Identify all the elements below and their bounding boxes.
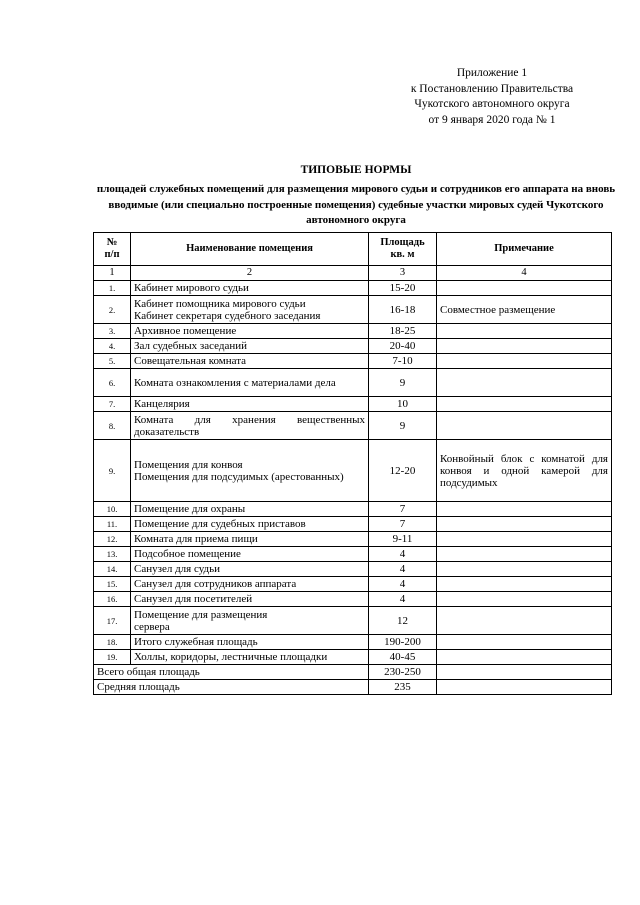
table-row <box>94 577 612 592</box>
column-numbers-row <box>94 266 612 281</box>
table-row <box>94 281 612 296</box>
header-num <box>94 233 131 266</box>
room-name: Комната для приема пищи <box>131 532 369 547</box>
total-label: Всего общая площадь <box>94 665 369 680</box>
header-note: Примечание <box>437 233 612 266</box>
total-label: Средняя площадь <box>94 680 369 695</box>
room-area: 4 <box>369 592 437 607</box>
appendix-line: Чукотского автономного округа <box>414 98 570 110</box>
row-number: 18. <box>94 635 131 650</box>
header-area-line2: кв. м <box>390 249 415 260</box>
room-name: Архивное помещение <box>131 324 369 339</box>
total-area: 235 <box>369 680 437 695</box>
room-name-line: Помещение для размещения <box>134 608 268 621</box>
room-area: 12 <box>369 607 437 635</box>
table-row <box>94 324 612 339</box>
row-number: 11. <box>94 517 131 532</box>
row-number: 16. <box>94 592 131 607</box>
document-title <box>96 163 616 229</box>
room-area: 20-40 <box>369 339 437 354</box>
row-number: 19. <box>94 650 131 665</box>
appendix-line: Приложение 1 <box>456 67 528 79</box>
row-number: 2. <box>94 296 131 324</box>
table-row <box>94 532 612 547</box>
table-row <box>94 607 612 635</box>
room-note <box>437 369 612 397</box>
room-name: Санузел для сотрудников аппарата <box>131 577 369 592</box>
room-area: 16-18 <box>369 296 437 324</box>
room-name: Итого служебная площадь <box>131 635 369 650</box>
table-row <box>94 650 612 665</box>
table-row <box>94 562 612 577</box>
room-name: Холлы, коридоры, лестничные площадки <box>131 650 369 665</box>
table-row <box>94 339 612 354</box>
table-row <box>94 296 612 324</box>
table-row <box>94 635 612 650</box>
total-note <box>437 665 612 680</box>
room-note <box>437 562 612 577</box>
table-row <box>94 397 612 412</box>
room-name: Санузел для судьи <box>131 562 369 577</box>
room-note <box>437 592 612 607</box>
room-name-line: Кабинет помощника мирового судьи <box>134 297 306 310</box>
room-note <box>437 354 612 369</box>
title-subtitle: площадей служебных помещений для размещения мирового судьи и сотрудников его аппарата на вновь вводимые (или специально построенные помещения) судебные участки мировых судей Чукотского автономного округа <box>96 183 616 226</box>
room-name-line: Помещения для подсудимых (арестованных) <box>134 470 344 483</box>
room-name: Санузел для посетителей <box>131 592 369 607</box>
room-area: 9-11 <box>369 532 437 547</box>
room-name: Помещение для охраны <box>131 502 369 517</box>
room-note <box>437 635 612 650</box>
room-name: Подсобное помещение <box>131 547 369 562</box>
table-row <box>94 412 612 440</box>
row-number: 10. <box>94 502 131 517</box>
table-row <box>94 440 612 502</box>
title-main: ТИПОВЫЕ НОРМЫ <box>300 164 412 176</box>
room-name-line: Кабинет секретаря судебного заседания <box>134 309 321 322</box>
room-area: 4 <box>369 562 437 577</box>
table-row <box>94 517 612 532</box>
room-note <box>437 397 612 412</box>
room-name-line: сервера <box>134 620 170 633</box>
room-area: 7 <box>369 502 437 517</box>
room-name: Совещательная комната <box>131 354 369 369</box>
header-num-line1: № <box>106 237 118 248</box>
row-number: 5. <box>94 354 131 369</box>
row-number: 4. <box>94 339 131 354</box>
room-note <box>437 607 612 635</box>
header-name: Наименование помещения <box>131 233 369 266</box>
room-note <box>437 339 612 354</box>
row-number: 7. <box>94 397 131 412</box>
row-number: 9. <box>94 440 131 502</box>
room-note: Совместное размещение <box>437 296 612 324</box>
room-name: Канцелярия <box>131 397 369 412</box>
room-name: Комната ознакомления с материалами дела <box>131 369 369 397</box>
room-area: 15-20 <box>369 281 437 296</box>
room-name <box>131 607 369 635</box>
header-num-line2: п/п <box>104 249 120 260</box>
row-number: 3. <box>94 324 131 339</box>
column-number: 3 <box>369 266 437 281</box>
room-area: 190-200 <box>369 635 437 650</box>
room-note <box>437 412 612 440</box>
header-area-line1: Площадь <box>380 237 425 248</box>
norms-table <box>93 232 612 695</box>
total-area: 230-250 <box>369 665 437 680</box>
room-name <box>131 440 369 502</box>
room-area: 7 <box>369 517 437 532</box>
room-area: 4 <box>369 547 437 562</box>
room-area: 40-45 <box>369 650 437 665</box>
row-number: 6. <box>94 369 131 397</box>
room-name-line: Помещения для конвоя <box>134 458 243 471</box>
room-name: Кабинет мирового судьи <box>131 281 369 296</box>
room-name: Зал судебных заседаний <box>131 339 369 354</box>
room-name: Помещение для судебных приставов <box>131 517 369 532</box>
column-number: 1 <box>94 266 131 281</box>
row-number: 14. <box>94 562 131 577</box>
room-area: 18-25 <box>369 324 437 339</box>
room-name <box>131 296 369 324</box>
room-note <box>437 547 612 562</box>
row-number: 8. <box>94 412 131 440</box>
room-area: 9 <box>369 369 437 397</box>
room-note <box>437 517 612 532</box>
table-row <box>94 502 612 517</box>
room-area: 9 <box>369 412 437 440</box>
row-number: 12. <box>94 532 131 547</box>
room-note <box>437 532 612 547</box>
table-header-row <box>94 233 612 266</box>
table-row <box>94 547 612 562</box>
appendix-line: к Постановлению Правительства <box>410 82 574 95</box>
room-note <box>437 324 612 339</box>
appendix-reference <box>372 66 612 128</box>
room-note <box>437 577 612 592</box>
row-number: 15. <box>94 577 131 592</box>
row-number: 17. <box>94 607 131 635</box>
room-area: 12-20 <box>369 440 437 502</box>
row-number: 1. <box>94 281 131 296</box>
table-row <box>94 354 612 369</box>
column-number: 2 <box>131 266 369 281</box>
room-note <box>437 281 612 296</box>
column-number: 4 <box>437 266 612 281</box>
table-row <box>94 592 612 607</box>
total-note <box>437 680 612 695</box>
row-number: 13. <box>94 547 131 562</box>
table-row <box>94 369 612 397</box>
appendix-line: от 9 января 2020 года № 1 <box>428 113 556 126</box>
room-area: 10 <box>369 397 437 412</box>
header-area <box>369 233 437 266</box>
total-row <box>94 680 612 695</box>
total-row <box>94 665 612 680</box>
room-note: Конвойный блок с комнатой для конвоя и одной камерой для подсудимых <box>437 440 612 502</box>
room-area: 7-10 <box>369 354 437 369</box>
room-note <box>437 502 612 517</box>
room-name: Комната для хранения вещественных доказательств <box>131 412 369 440</box>
room-note <box>437 650 612 665</box>
room-area: 4 <box>369 577 437 592</box>
